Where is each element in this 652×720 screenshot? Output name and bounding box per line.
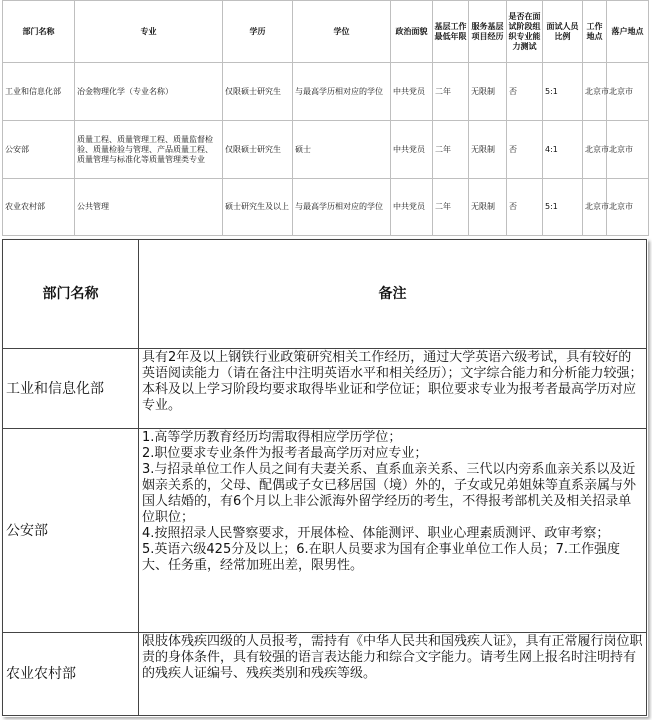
table-cell: 与最高学历相对应的学位 <box>293 179 391 236</box>
header-cell: 工作地点 <box>583 1 607 63</box>
table-cell: 二年 <box>433 63 469 121</box>
remarks-cell <box>139 429 647 633</box>
header-cell: 政治面貌 <box>391 1 433 63</box>
table-cell: 北京市 <box>583 63 607 121</box>
position-requirements-table <box>2 0 649 236</box>
table-cell: 中共党员 <box>391 121 433 179</box>
header-cell-remarks: 备注 <box>139 240 647 349</box>
dept-cell: 公安部 <box>3 429 139 633</box>
header-cell: 部门名称 <box>3 1 75 63</box>
table-cell: 5:1 <box>543 63 583 121</box>
dept-cell: 工业和信息化部 <box>3 349 139 429</box>
table-cell: 无限制 <box>469 63 507 121</box>
table-cell: 农业农村部 <box>3 179 75 236</box>
table-cell: 仅限硕士研究生 <box>223 63 293 121</box>
table-cell: 公安部 <box>3 121 75 179</box>
table-cell: 二年 <box>433 121 469 179</box>
table-cell: 否 <box>507 121 543 179</box>
table-cell: 无限制 <box>469 179 507 236</box>
table-cell: 4:1 <box>543 121 583 179</box>
table-header-row <box>3 240 647 349</box>
header-cell: 学历 <box>223 1 293 63</box>
remarks-table-panel <box>2 239 648 717</box>
table-row <box>3 121 649 179</box>
header-cell-dept: 部门名称 <box>3 240 139 349</box>
remarks-item: 5.英语六级425分及以上；6.在职人员要求为国有企事业单位工作人员；7.工作强度大、任务重，经常加班出差，限男性。 <box>142 542 621 573</box>
table-row <box>3 63 649 121</box>
table-row <box>3 179 649 236</box>
table-cell: 硕士研究生及以上 <box>223 179 293 236</box>
remarks-table <box>2 239 647 716</box>
header-cell: 基层工作最低年限 <box>433 1 469 63</box>
remarks-cell <box>139 633 647 716</box>
table-cell: 工业和信息化部 <box>3 63 75 121</box>
table-cell: 仅限硕士研究生 <box>223 121 293 179</box>
header-cell: 专业 <box>75 1 223 63</box>
table-cell: 北京市 <box>607 63 649 121</box>
table-cell: 中共党员 <box>391 179 433 236</box>
table-cell: 二年 <box>433 179 469 236</box>
remarks-text: 限肢体残疾四级的人员报考，需持有《中华人民共和国残疾人证》，具有正常履行岗位职责的身体条件，具有较强的语言表达能力和综合文字能力。请考生网上报名时注明持有的残疾人证编号、残疾类别和残疾等级。 <box>142 634 643 681</box>
table-cell: 冶金物理化学（专业名称） <box>75 63 223 121</box>
table-cell: 北京市 <box>607 179 649 236</box>
header-cell: 面试人员比例 <box>543 1 583 63</box>
table-cell: 质量工程、质量管理工程、质量监督检验、质量检验与管理、产品质量工程、质量管理与标准化等质量管理类专业 <box>75 121 223 179</box>
header-cell: 是否在面试阶段组织专业能力测试 <box>507 1 543 63</box>
table-cell: 中共党员 <box>391 63 433 121</box>
remarks-item: 4.按照招录人民警察要求，开展体检、体能测评、职业心理素质测评、政审考察； <box>142 526 610 541</box>
header-cell: 服务基层项目经历 <box>469 1 507 63</box>
table-cell: 北京市 <box>583 121 607 179</box>
table-cell: 否 <box>507 179 543 236</box>
table-cell: 否 <box>507 63 543 121</box>
table-row <box>3 633 647 716</box>
table-cell: 与最高学历相对应的学位 <box>293 63 391 121</box>
remarks-item: 3.与招录单位工作人员之间有夫妻关系、直系血亲关系、三代以内旁系血亲关系以及近姻亲关系的，父母、配偶或子女已移居国（境）外的，子女或兄弟姐妹等直系亲属与外国人结婚的，有6个月以上非公派海外留学经历的考生，不得报考部机关及相关招录单位职位； <box>142 462 637 525</box>
remarks-cell <box>139 349 647 429</box>
table-row <box>3 429 647 633</box>
table-cell: 硕士 <box>293 121 391 179</box>
header-cell: 学位 <box>293 1 391 63</box>
table-cell: 5:1 <box>543 179 583 236</box>
table-cell: 北京市 <box>583 179 607 236</box>
dept-cell: 农业农村部 <box>3 633 139 716</box>
position-table <box>2 0 648 236</box>
table-header-row <box>3 1 649 63</box>
remarks-text: 具有2年及以上钢铁行业政策研究相关工作经历，通过大学英语六级考试，具有较好的英语阅读能力（请在备注中注明英语水平和相关经历）；文字综合能力和分析能力较强；本科及以上学习阶段均要求取得毕业证和学位证；职位要求专业为报考者最高学历对应专业。 <box>142 350 643 413</box>
table-cell: 无限制 <box>469 121 507 179</box>
header-cell: 落户地点 <box>607 1 649 63</box>
remarks-item: 2.职位要求专业条件为报考者最高学历对应专业； <box>142 446 428 461</box>
remarks-item: 1.高等学历教育经历均需取得相应学历学位； <box>142 430 402 445</box>
table-cell: 公共管理 <box>75 179 223 236</box>
table-row <box>3 349 647 429</box>
table-cell: 北京市 <box>607 121 649 179</box>
